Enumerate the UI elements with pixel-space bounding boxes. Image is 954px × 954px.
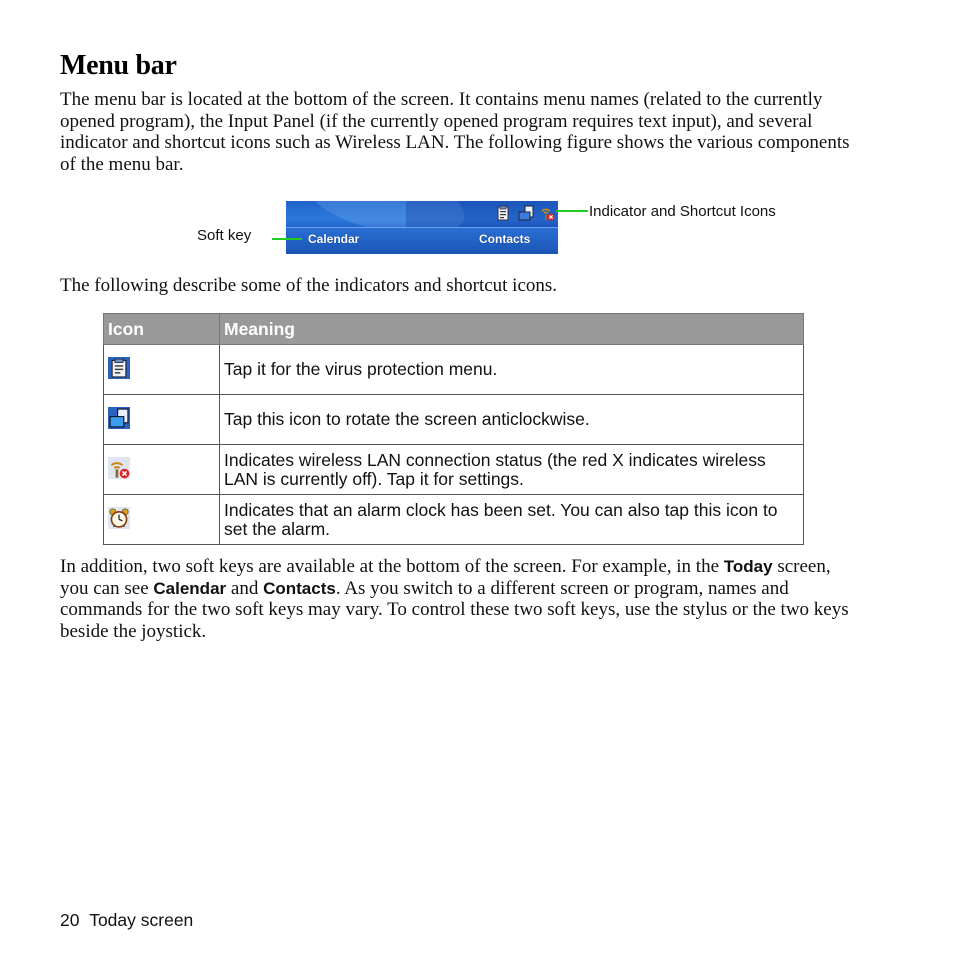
virus-protection-icon bbox=[495, 205, 511, 221]
today-term: Today bbox=[723, 557, 773, 576]
table-header-row bbox=[104, 314, 804, 345]
menu-bar-figure bbox=[286, 201, 558, 254]
calendar-term: Calendar bbox=[153, 578, 227, 598]
table-row bbox=[104, 395, 804, 445]
wireless-lan-off-icon bbox=[539, 205, 555, 221]
icon-column-header: Icon bbox=[104, 314, 220, 345]
meaning-cell: Tap this icon to rotate the screen anticlockwise. bbox=[220, 395, 804, 445]
rotate-screen-icon bbox=[518, 205, 534, 221]
right-soft-key[interactable]: Contacts bbox=[479, 232, 531, 246]
closing-paragraph: In addition, two soft keys are available at the bottom of the screen. For example, in the Today screen, you can see Calendar and Contacts. As you switch to a different screen or program, names and commands for the two soft keys may vary. To control these two soft keys, use the stylus or the two keys beside the joystick. bbox=[60, 556, 849, 642]
indicator-leader-line bbox=[556, 210, 588, 212]
section-name: Today screen bbox=[89, 910, 194, 930]
page-number: 20 bbox=[60, 910, 80, 930]
table-intro: The following describe some of the indicators and shortcut icons. bbox=[60, 275, 558, 296]
meaning-cell: Indicates that an alarm clock has been set. You can also tap this icon to set the alarm. bbox=[220, 495, 804, 545]
icon-meaning-table bbox=[103, 313, 804, 545]
virus-protection-icon bbox=[108, 357, 130, 379]
alarm-clock-icon bbox=[108, 507, 130, 529]
contacts-term: Contacts bbox=[263, 578, 336, 598]
left-soft-key[interactable]: Calendar bbox=[308, 232, 360, 246]
indicator-callout: Indicator and Shortcut Icons bbox=[589, 203, 776, 220]
rotate-screen-icon bbox=[108, 407, 130, 429]
meaning-column-header: Meaning bbox=[220, 314, 804, 345]
wireless-lan-off-icon bbox=[108, 457, 130, 479]
soft-key-callout: Soft key bbox=[197, 227, 252, 244]
table-row bbox=[104, 445, 804, 495]
table-row bbox=[104, 495, 804, 545]
intro-paragraph: The menu bar is located at the bottom of the screen. It contains menu names (related to the currently opened program), the Input Panel (if the currently opened program requires text input), and several indicator and shortcut icons such as Wireless LAN. The following figure shows the various components of the menu bar. bbox=[60, 89, 850, 175]
meaning-cell: Tap it for the virus protection menu. bbox=[220, 345, 804, 395]
table-row bbox=[104, 345, 804, 395]
soft-key-leader-line bbox=[272, 238, 302, 240]
page-footer bbox=[60, 910, 193, 931]
meaning-cell: Indicates wireless LAN connection status (the red X indicates wireless LAN is currently off). Tap it for settings. bbox=[220, 445, 804, 495]
page-title: Menu bar bbox=[60, 50, 177, 81]
